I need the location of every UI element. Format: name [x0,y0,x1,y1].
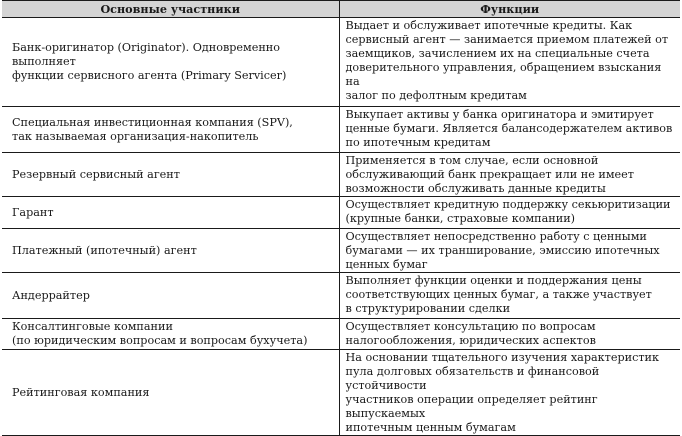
participant-originator [2,18,339,107]
cell-line: Платежный (ипотечный) агент [12,243,197,257]
cell-line: Андеррайтер [12,288,90,302]
function-paying-agent [339,229,680,273]
cell-line: заемщиков, зачислением их на специальные счета [345,47,650,60]
cell-line: ценные бумаги. Является балансодержателем активов [345,122,673,135]
cell-line: Выкупает активы у банка оригинатора и эмитирует [345,108,654,121]
function-underwriter [339,273,680,319]
cell-line: доверительного управления, обращением взыскания на [345,61,662,88]
function-originator [339,18,680,107]
participant-consulting [2,319,339,350]
table-row [2,273,680,319]
table-row [2,153,680,197]
function-rating-agency [339,350,680,436]
cell-line: в структурировании сделки [345,302,511,315]
participants-table [2,0,680,436]
cell-line: Консалтинговые компании [12,320,173,333]
cell-line: сервисный агент — занимается приемом платежей от [345,33,669,46]
function-guarantor [339,197,680,229]
cell-line: по ипотечным кредитам [345,136,491,149]
participant-spv [2,107,339,153]
cell-line: залог по дефолтным кредитам [345,89,527,102]
table-row [2,107,680,153]
cell-line: ценных бумаг [345,258,428,271]
cell-line: пула долговых обязательств и финансовой устойчивости [345,365,600,392]
cell-line: Применяется в том случае, если основной [345,154,599,167]
header-functions: Функции [339,1,680,18]
cell-line: Осуществляет консультацию по вопросам [345,320,596,333]
table-row [2,18,680,107]
table-row [2,229,680,273]
participant-guarantor [2,197,339,229]
cell-line: Выдает и обслуживает ипотечные кредиты. Как [345,19,633,32]
cell-line: обслуживающий банк прекращает или не имеет [345,168,634,181]
cell-line: Выполняет функции оценки и поддержания цены [345,274,642,287]
cell-line: Гарант [12,205,54,219]
cell-line: Рейтинговая компания [12,385,150,399]
cell-line: бумагами — их транширование, эмиссию ипотечных [345,244,660,257]
cell-line: На основании тщательного изучения характеристик [345,351,660,364]
table-row [2,197,680,229]
cell-line: налогообложения, юридических аспектов [345,334,596,347]
cell-line: участников операции определяет рейтинг выпускаемых [345,393,598,420]
cell-line: Осуществляет кредитную поддержку секьюритизации [345,198,671,211]
participant-backup-servicer [2,153,339,197]
table-row [2,350,680,436]
participant-underwriter [2,273,339,319]
cell-line: Резервный сервисный агент [12,167,180,181]
function-backup-servicer [339,153,680,197]
cell-line: возможности обслуживать данные кредиты [345,182,606,195]
cell-line: Осуществляет непосредственно работу с ценными [345,230,647,243]
table-row [2,319,680,350]
cell-line: Специальная инвестиционная компания (SPV), [12,115,293,129]
cell-line: (крупные банки, страховые компании) [345,212,576,225]
header-participants: Основные участники [2,1,339,18]
participant-paying-agent [2,229,339,273]
cell-line: функции сервисного агента (Primary Servicer) [12,69,287,82]
cell-line: Банк-оригинатор (Originator). Одновременно выполняет [12,41,280,68]
function-consulting [339,319,680,350]
table-header-row [2,1,680,18]
cell-line: (по юридическим вопросам и вопросам бухучета) [12,334,308,347]
cell-line: так называемая организация-накопитель [12,129,259,143]
participant-rating-agency [2,350,339,436]
function-spv [339,107,680,153]
cell-line: соответствующих ценных бумаг, а также участвует [345,288,652,301]
cell-line: ипотечным ценным бумагам [345,421,516,434]
